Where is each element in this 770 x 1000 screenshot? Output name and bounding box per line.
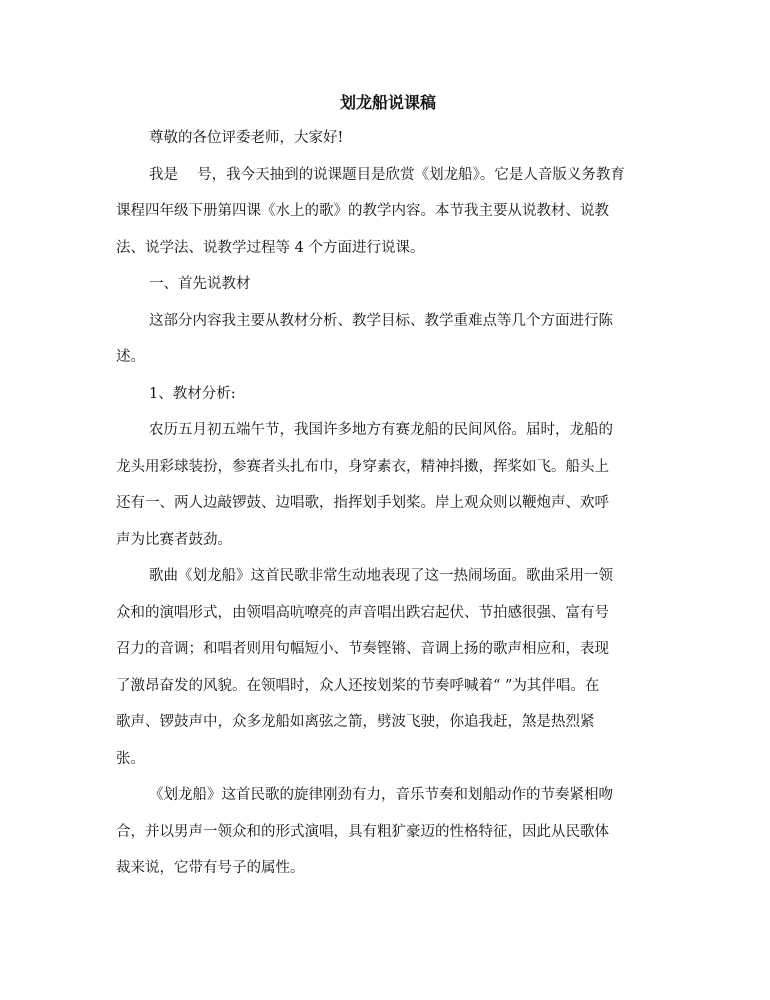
text-line: 了激昂奋发的风貌。在领唱时，众人还按划桨的节奏呼喊着“ ”为其伴唱。在	[116, 677, 600, 694]
paragraph-festival	[116, 412, 660, 558]
text-line: 课程四年级下册第四课《水上的歌》的教学内容。本节我主要从说教材、说教	[116, 203, 609, 219]
text-line: 声为比赛者鼓劲。	[116, 531, 232, 548]
text-line: 《划龙船》这首民歌的旋律刚劲有力，音乐节奏和划船动作的节奏紧相吻	[149, 787, 613, 803]
section-heading	[116, 266, 660, 303]
paragraph-intro	[116, 157, 660, 267]
text-line: 1、教材分析:	[149, 385, 236, 402]
text-line: 法、说学法、说教学过程等 4 个方面进行说课。	[116, 239, 425, 256]
text-line: 龙头用彩球装扮，参赛者头扎布巾，身穿素衣，精神抖擞，挥桨如飞。船头上	[116, 458, 609, 475]
text-line: 召力的音调；和唱者则用句幅短小、节奏铿锵、音调上扬的歌声相应和，表现	[116, 641, 609, 657]
document-title: 划龙船说课稿	[339, 93, 436, 112]
paragraph-greeting	[116, 120, 660, 157]
text-line: 裁来说，它带有号子的属性。	[116, 860, 305, 876]
text-line: 尊敬的各位评委老师，大家好!	[149, 130, 344, 146]
text-line: 还有一、两人边敲锣鼓、边唱歌，指挥划手划桨。岸上观众则以鞭炮声、欢呼	[116, 495, 609, 511]
paragraph-song	[116, 558, 660, 777]
text-line: 众和的演唱形式，由领唱高吭嘹亮的声音唱出跌宕起伏、节拍感很强、富有号	[116, 604, 609, 621]
text-line: 述。	[116, 349, 145, 365]
text-line: 张。	[116, 750, 145, 767]
text-line: 农历五月初五端午节，我国许多地方有赛龙船的民间风俗。届时，龙船的	[149, 422, 613, 438]
paragraph-melody	[116, 777, 660, 887]
text-line: 歌曲《划龙船》这首民歌非常生动地表现了这一热闹场面。歌曲采用一领	[149, 568, 613, 584]
text-line: 我是 号，我今天抽到的说课题目是欣赏《划龙船》。它是人音版义务教育	[149, 166, 625, 183]
text-line: 歌声、锣鼓声中，众多龙船如离弦之箭，劈波飞驶，你追我赶，煞是热烈紧	[116, 714, 595, 730]
text-line: 这部分内容我主要从教材分析、教学目标、教学重难点等几个方面进行陈	[149, 312, 613, 329]
text-line: 合，并以男声一领众和的形式演唱，具有粗犷豪迈的性格特征，因此从民歌体	[116, 823, 609, 840]
paragraph-overview	[116, 303, 660, 376]
document-page	[116, 90, 660, 887]
text-line: 一、首先说教材	[149, 276, 251, 292]
subsection-heading	[116, 376, 660, 413]
